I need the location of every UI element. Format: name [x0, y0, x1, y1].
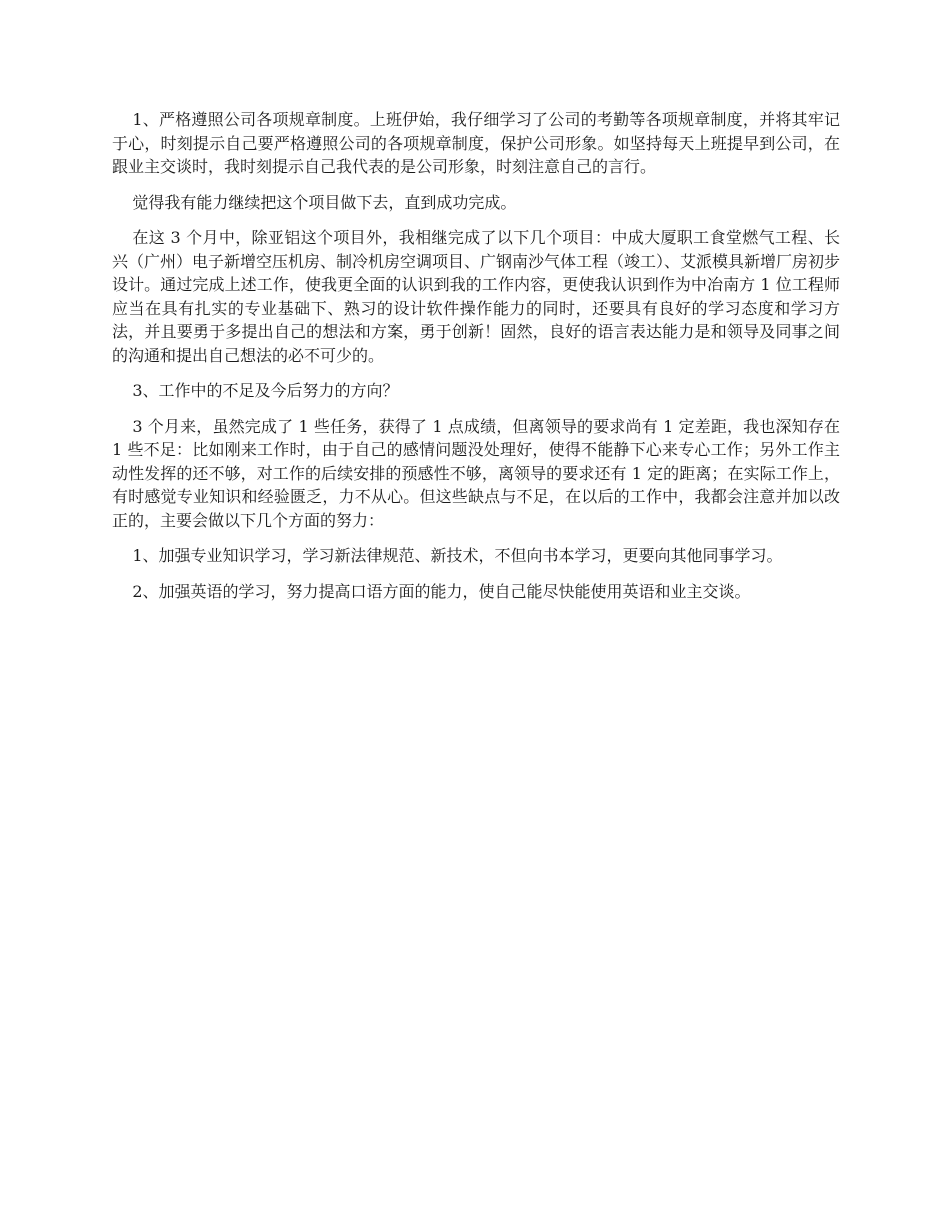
paragraph-company-rules: 1、严格遵照公司各项规章制度。上班伊始，我仔细学习了公司的考勤等各项规章制度，并将其牢记于心，时刻提示自己要严格遵照公司的各项规章制度，保护公司形象。如坚持每天上班提早到公司，在跟业主交谈时，我时刻提示自己我代表的是公司形象，时刻注意自己的言行。 — [112, 110, 840, 176]
document-body — [112, 108, 840, 615]
heading-shortcomings: 3、工作中的不足及今后努力的方向？ — [132, 381, 399, 400]
list-item-english-study: 2、加强英语的学习，努力提高口语方面的能力，使自己能尽快能使用英语和业主交谈。 — [132, 581, 751, 601]
paragraph-shortcomings: 3 个月来，虽然完成了 1 些任务，获得了 1 点成绩，但离领导的要求尚有 1 定差距，我也深知存在 1 些不足：比如刚来工作时，由于自己的感情问题没处理好，使得不能静下心来专心工作；另外工作主动性发挥的还不够，对工作的后续安排的预感性不够，离领导的要求还有 1 定的距离；在实际工作上，有时感觉专业知识和经验匮乏，力不从心。但这些缺点与不足，在以后的工作中，我都会注意并加以改正的，主要会做以下几个方面的努力： — [112, 416, 840, 530]
list-item-professional-study: 1、加强专业知识学习，学习新法律规范、新技术，不但向书本学习，更要向其他同事学习。 — [132, 546, 783, 565]
paragraph-completed-projects: 在这 3 个月中，除亚铝这个项目外，我相继完成了以下几个项目：中成大厦职工食堂燃气工程、长兴（广州）电子新增空压机房、制冷机房空调项目、广钢南沙气体工程（竣工）、艾派模具新增厂房初步设计。通过完成上述工作，使我更全面的认识到我的工作内容，更使我认识到作为中冶南方 1 位工程师应当在具有扎实的专业基础下、熟习的设计软件操作能力的同时，还要具有良好的学习态度和学习方法，并且要勇于多提出自己的想法和方案，勇于创新！固然，良好的语言表达能力是和领导及同事之间的沟通和提出自己想法的必不可少的。 — [112, 228, 841, 365]
paragraph-project-confidence: 觉得我有能力继续把这个项目做下去，直到成功完成。 — [132, 192, 517, 212]
